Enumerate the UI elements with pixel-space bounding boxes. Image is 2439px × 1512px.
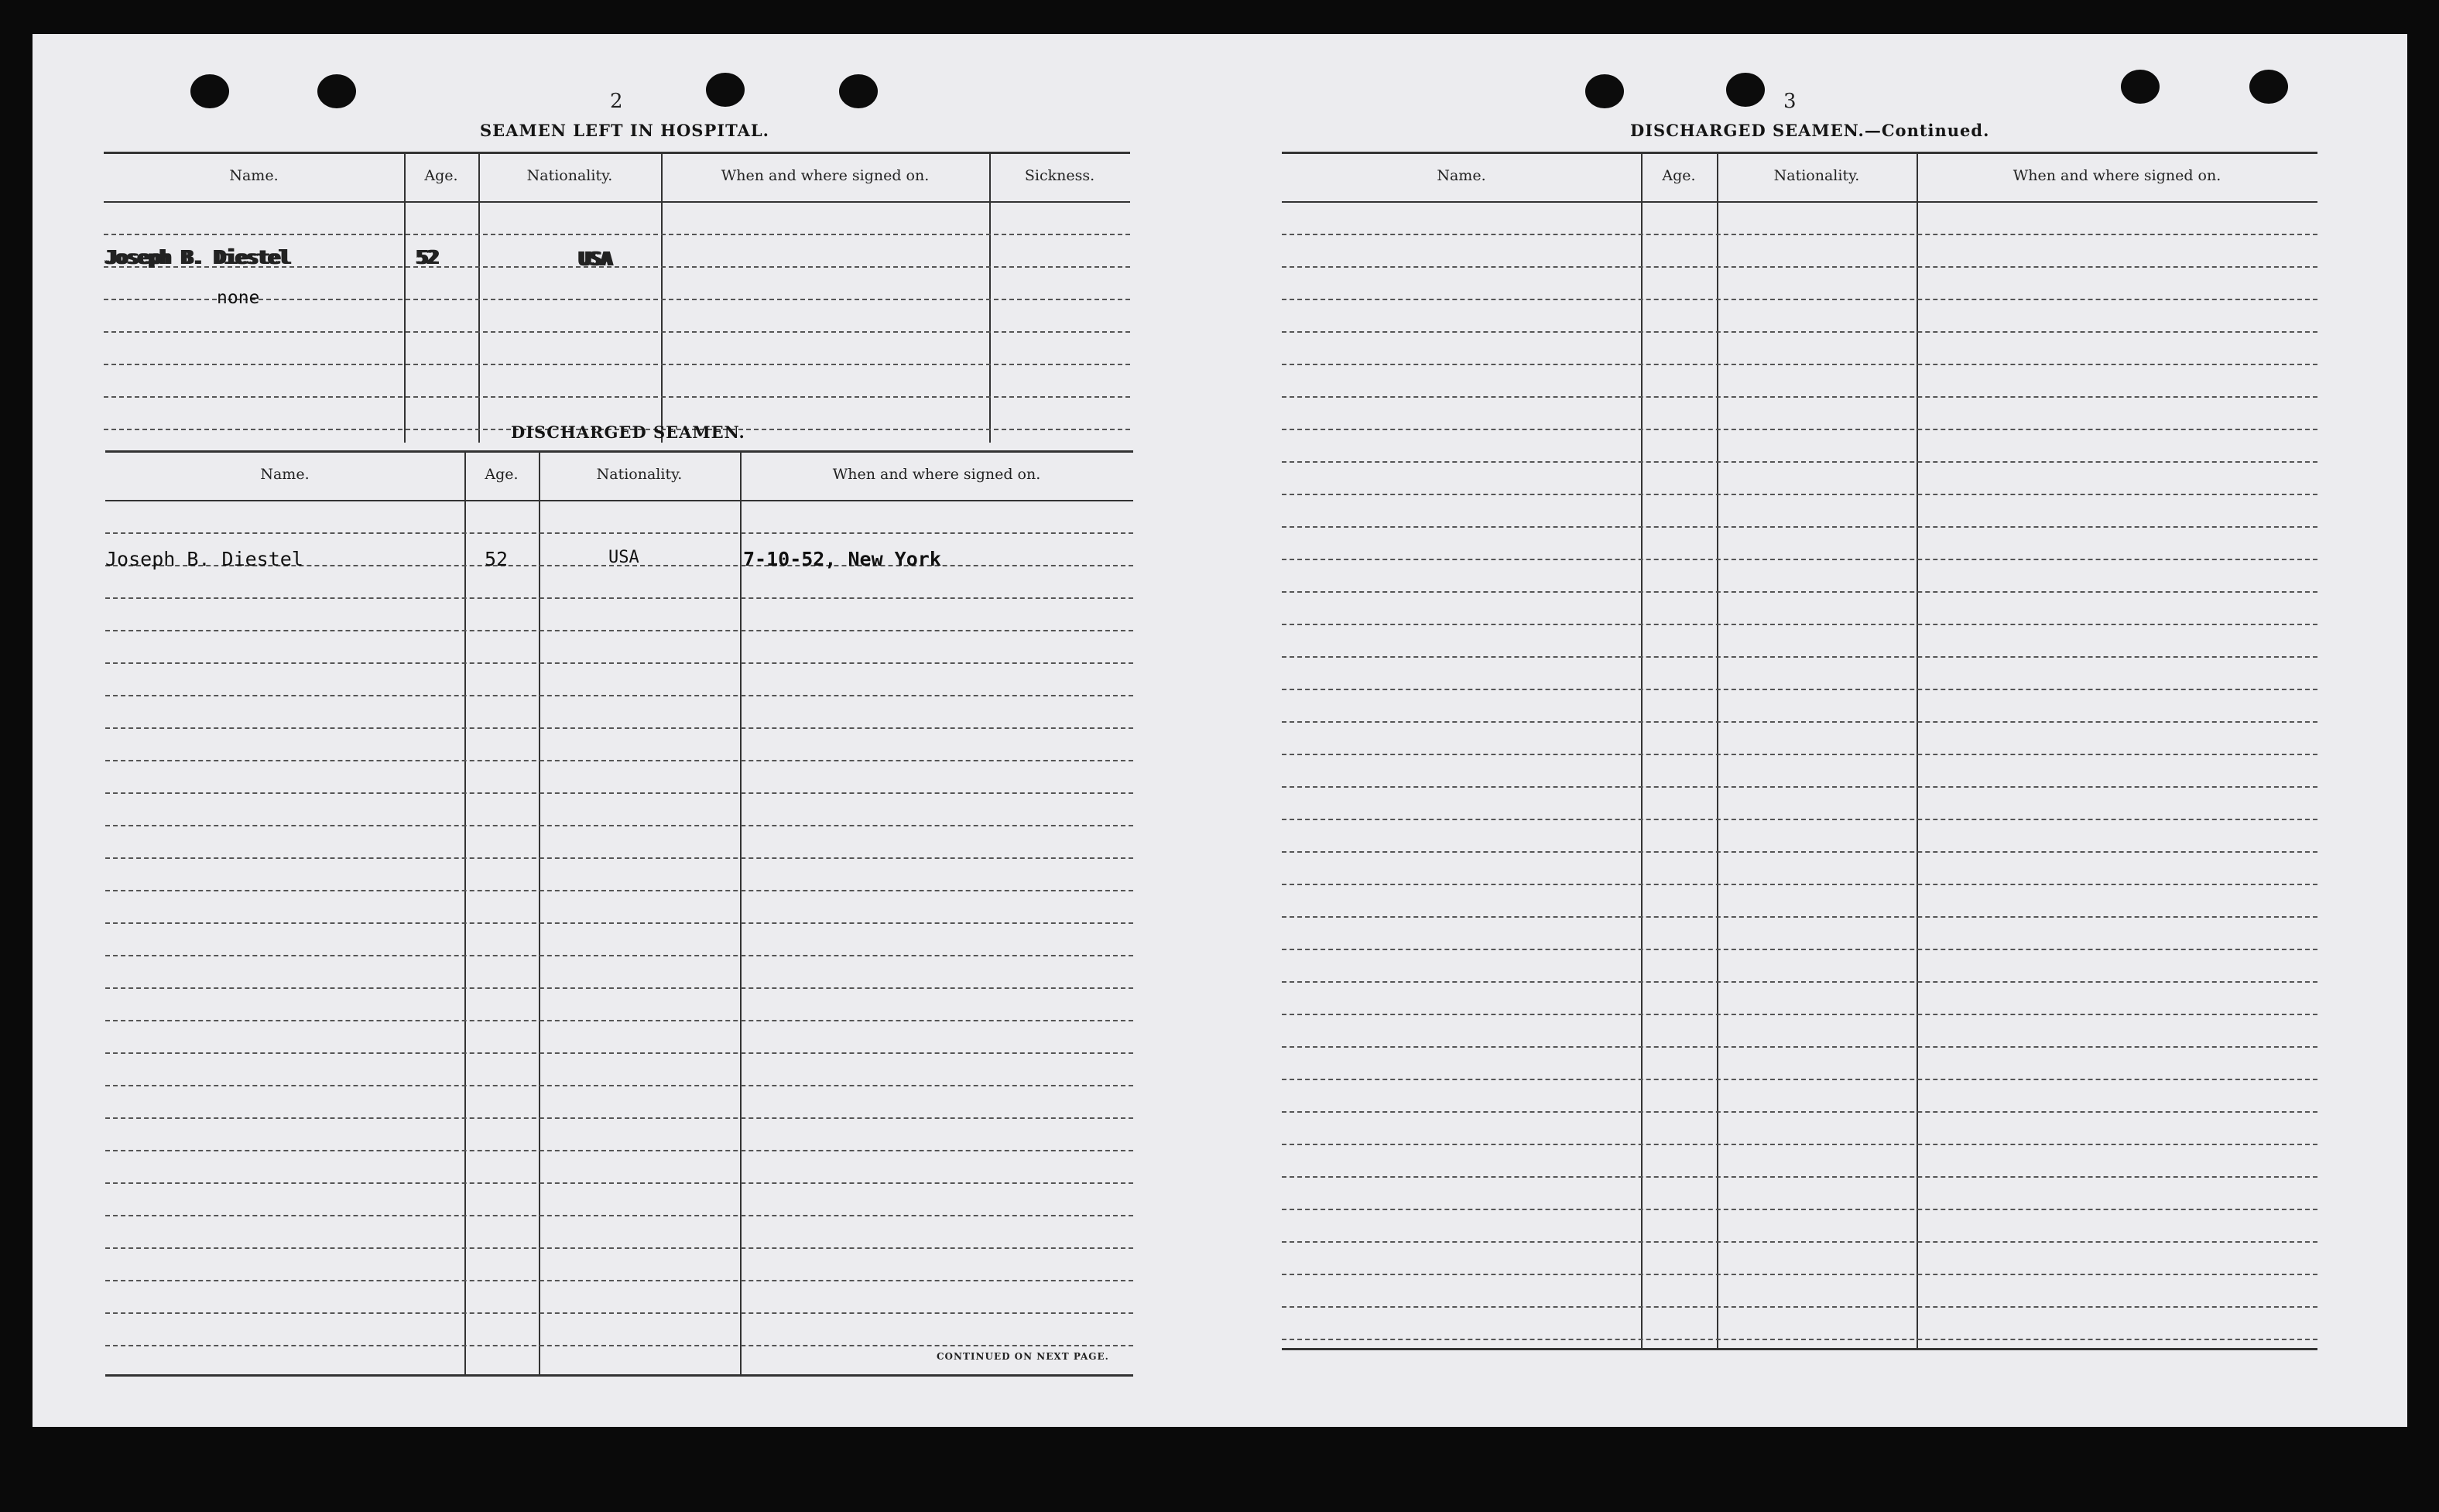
right-section-title: DISCHARGED SEAMEN.—Continued. — [1630, 121, 1990, 140]
table-row — [105, 501, 1133, 534]
col-header-sickness: Sickness. — [1024, 167, 1095, 184]
punch-hole — [2121, 70, 2160, 104]
col-header-age: Age. — [424, 167, 458, 184]
col-header-name: Name. — [260, 466, 310, 483]
hospital-table — [104, 152, 1130, 443]
discharged-signed-on: 7-10-52, New York — [743, 548, 941, 570]
discharged-rows — [105, 501, 1133, 1346]
punch-hole — [2249, 70, 2288, 104]
punch-hole — [317, 74, 356, 108]
discharged-nationality: USA — [608, 548, 639, 567]
col-header-name: Name. — [229, 167, 279, 184]
hospital-section-title: SEAMEN LEFT IN HOSPITAL. — [480, 121, 769, 140]
punch-hole — [839, 74, 878, 108]
continued-note: CONTINUED ON NEXT PAGE. — [937, 1351, 1109, 1362]
punch-hole — [1585, 74, 1624, 108]
struck-age: 52 — [416, 246, 439, 269]
page-number-left: 2 — [610, 90, 623, 113]
discharged-continued-table — [1282, 152, 2317, 1350]
document-sheet — [33, 34, 2407, 1427]
hospital-rows — [104, 203, 1130, 430]
discharged-section-title: DISCHARGED SEAMEN. — [511, 422, 745, 442]
col-header-nationality: Nationality. — [596, 466, 683, 483]
col-header-nationality: Nationality. — [1773, 167, 1860, 184]
col-header-signed-on: When and where signed on. — [2013, 167, 2221, 184]
page-number-right: 3 — [1783, 90, 1797, 113]
col-header-age: Age. — [1662, 167, 1696, 184]
punch-hole — [1726, 73, 1765, 107]
col-header-name: Name. — [1437, 167, 1486, 184]
none-note: none — [217, 288, 260, 308]
struck-name: Joseph B. Diestel — [105, 246, 290, 269]
struck-nationality: USA — [579, 248, 612, 270]
punch-hole — [190, 74, 229, 108]
col-header-signed-on: When and where signed on. — [721, 167, 930, 184]
punch-hole — [706, 73, 745, 107]
col-header-age: Age. — [485, 466, 519, 483]
discharged-name: Joseph B. Diestel — [105, 548, 303, 570]
discharged-age: 52 — [485, 548, 509, 570]
discharged-table — [105, 450, 1133, 1376]
col-header-nationality: Nationality. — [526, 167, 613, 184]
continued-rows — [1282, 203, 2317, 1340]
col-header-signed-on: When and where signed on. — [832, 466, 1041, 483]
